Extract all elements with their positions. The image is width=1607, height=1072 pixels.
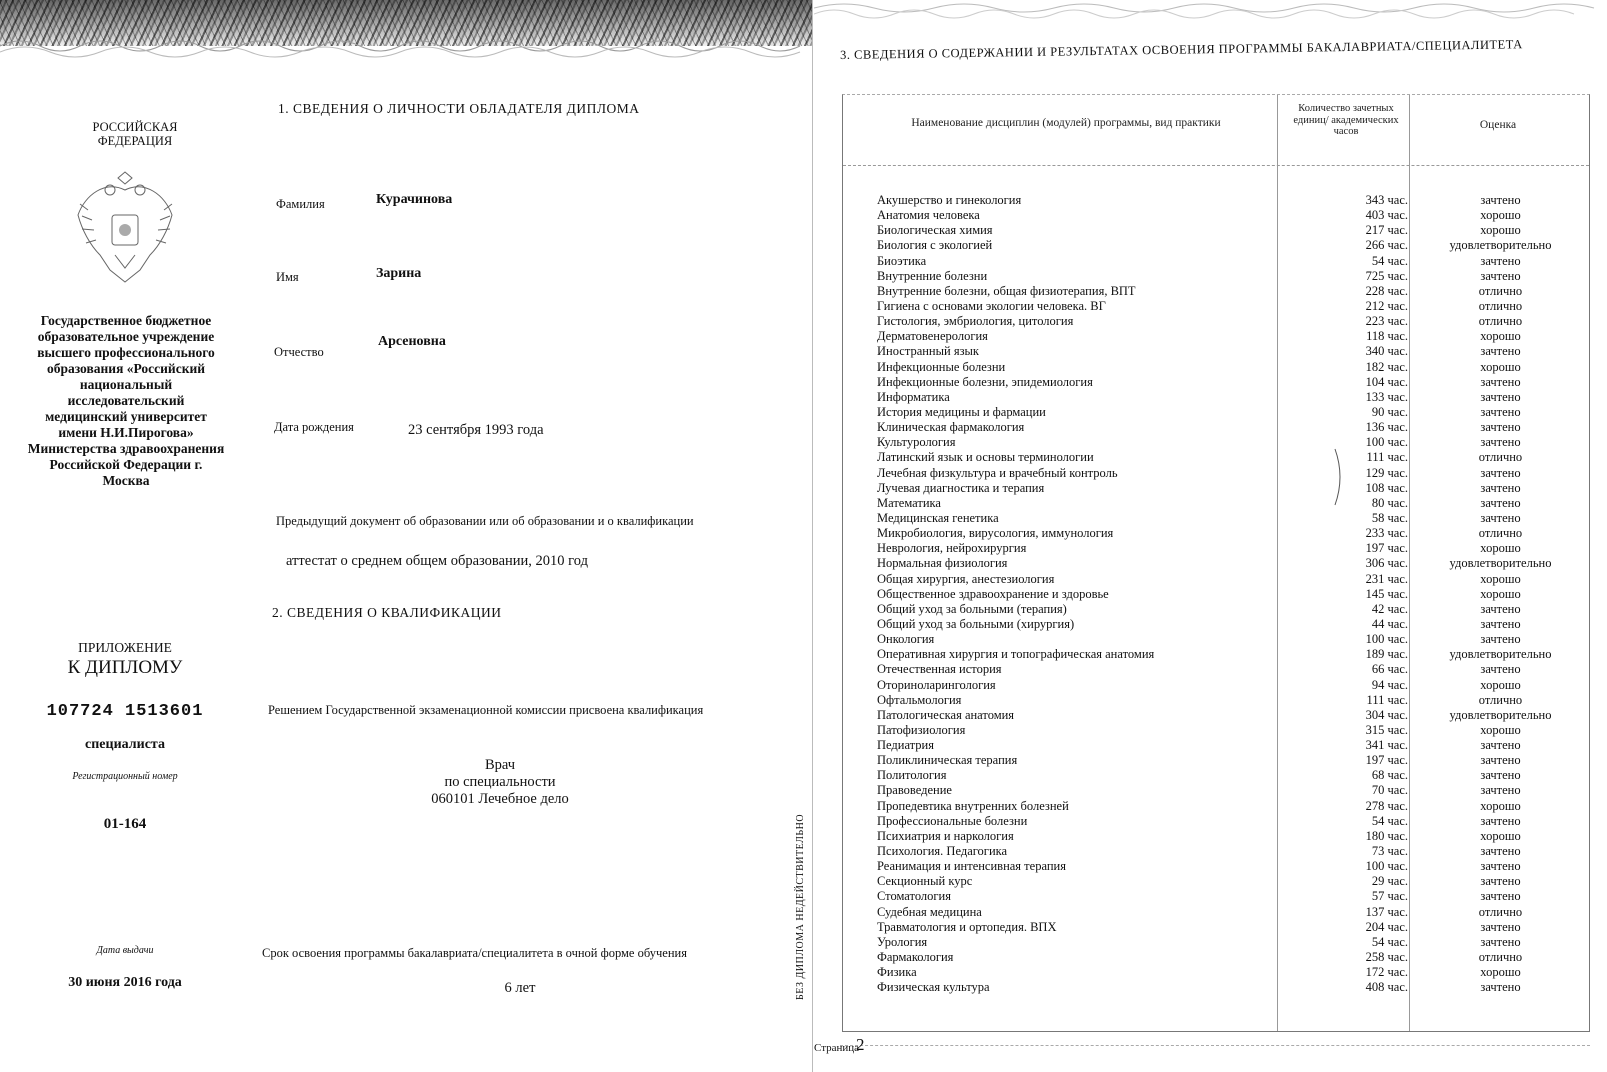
table-row — [843, 254, 1589, 269]
hours-value: 340 час. — [1365, 344, 1408, 359]
hours-value: 725 час. — [1365, 268, 1408, 283]
table-row — [843, 556, 1589, 571]
hours-value: 145 час. — [1365, 586, 1408, 601]
discipline-name: Медицинская генетика — [877, 510, 999, 525]
grade-value: зачтено — [1480, 616, 1521, 631]
section-1-title: 1. СВЕДЕНИЯ О ЛИЧНОСТИ ОБЛАДАТЕЛЯ ДИПЛОМА — [278, 101, 640, 116]
hours-value: 408 час. — [1365, 980, 1408, 995]
discipline-name: Математика — [877, 495, 941, 510]
grade-value: зачтено — [1480, 480, 1521, 495]
discipline-name: Клиническая фармакология — [877, 420, 1025, 435]
hours-value: 341 час. — [1365, 738, 1408, 753]
table-row — [843, 344, 1589, 359]
discipline-name: Гигиена с основами экологии человека. ВГ — [877, 298, 1106, 313]
grade-value: хорошо — [1480, 541, 1521, 556]
table-row — [843, 829, 1589, 844]
patronymic-value: Арсеновна — [378, 334, 446, 349]
registration-number: 01-164 — [103, 816, 147, 832]
discipline-name: Психиатрия и наркология — [877, 828, 1014, 843]
table-row — [843, 269, 1589, 284]
discipline-name: Акушерство и гинекология — [877, 193, 1022, 207]
grade-value: зачтено — [1480, 753, 1521, 768]
discipline-name: Внутренние болезни, общая физиотерапия, ВПТ — [877, 283, 1136, 298]
table-row — [843, 965, 1589, 980]
hours-value: 58 час. — [1371, 510, 1408, 525]
grade-value: отлично — [1478, 450, 1523, 465]
discipline-name: Судебная медицина — [877, 904, 982, 919]
discipline-name: Лучевая диагностика и терапия — [877, 480, 1045, 495]
patronymic-label: Отчество — [274, 345, 324, 359]
discipline-name: Латинский язык и основы терминологии — [877, 450, 1094, 465]
hours-value: 57 час. — [1371, 889, 1408, 904]
hours-value: 180 час. — [1365, 828, 1408, 843]
table-row — [843, 889, 1589, 904]
hours-value: 223 час. — [1365, 314, 1408, 329]
diploma-right-page — [814, 0, 1607, 1072]
grade-value: зачтено — [1480, 420, 1521, 435]
grade-value: удовлетворительно — [1449, 556, 1552, 571]
table-row — [843, 708, 1589, 723]
hours-value: 228 час. — [1365, 283, 1408, 298]
surname-label: Фамилия — [276, 197, 325, 211]
name-label: Имя — [276, 270, 299, 284]
table-row — [843, 678, 1589, 693]
table-row — [843, 950, 1589, 965]
discipline-name: Общий уход за больными (терапия) — [877, 601, 1067, 616]
table-row — [843, 223, 1589, 238]
grade-value: хорошо — [1480, 329, 1521, 344]
section-2-title: 2. СВЕДЕНИЯ О КВАЛИФИКАЦИИ — [272, 605, 502, 620]
hours-value: 111 час. — [1366, 692, 1408, 707]
registration-number-label: Регистрационный номер — [72, 771, 178, 782]
table-row — [843, 783, 1589, 798]
header-divider — [843, 165, 1589, 166]
date-of-birth-label: Дата рождения — [274, 420, 354, 434]
grade-value: зачтено — [1480, 389, 1521, 404]
grade-value: хорошо — [1480, 722, 1521, 737]
grade-value: зачтено — [1480, 844, 1521, 859]
discipline-name: Иностранный язык — [877, 344, 979, 359]
qualification-line-1: Врач — [484, 757, 516, 773]
table-row — [843, 375, 1589, 390]
grade-value: зачтено — [1480, 738, 1521, 753]
decorative-wave-border — [0, 36, 812, 76]
grade-value: зачтено — [1480, 874, 1521, 889]
issue-date-label: Дата выдачи — [96, 945, 154, 956]
grade-value: удовлетворительно — [1449, 238, 1552, 253]
table-row — [843, 920, 1589, 935]
hours-value: 217 час. — [1365, 223, 1408, 238]
table-row — [843, 617, 1589, 632]
table-row — [843, 602, 1589, 617]
decorative-wave-border — [814, 0, 1607, 22]
discipline-name: Секционный курс — [877, 874, 973, 889]
table-row — [843, 496, 1589, 511]
hours-value: 54 час. — [1371, 813, 1408, 828]
discipline-name: Гистология, эмбриология, цитология — [877, 314, 1074, 329]
discipline-name: Урология — [877, 934, 928, 949]
discipline-name: Неврология, нейрохирургия — [877, 541, 1027, 556]
table-row — [843, 693, 1589, 708]
discipline-name: Оториноларингология — [877, 677, 996, 692]
discipline-name: Инфекционные болезни — [877, 359, 1006, 374]
qualification-statement: Решением Государственной экзаменационной комиссии присвоена квалификация — [268, 703, 704, 717]
grade-value: зачтено — [1480, 344, 1521, 359]
grade-value: зачтено — [1480, 934, 1521, 949]
hours-value: 197 час. — [1365, 541, 1408, 556]
discipline-name: Пропедевтика внутренних болезней — [877, 798, 1069, 813]
hours-value: 231 час. — [1365, 571, 1408, 586]
discipline-name: Информатика — [877, 389, 950, 404]
discipline-name: Офтальмология — [877, 692, 962, 707]
table-row — [843, 874, 1589, 889]
hours-value: 343 час. — [1365, 193, 1408, 207]
grade-value: удовлетворительно — [1449, 647, 1552, 662]
table-row — [843, 329, 1589, 344]
grade-value: зачтено — [1480, 404, 1521, 419]
surname-value: Курачинова — [376, 192, 453, 207]
table-row — [843, 844, 1589, 859]
discipline-name: Физика — [877, 965, 917, 980]
hours-value: 66 час. — [1371, 662, 1408, 677]
column-header-discipline: Наименование дисциплин (модулей) программы, вид практики — [911, 117, 1221, 129]
hours-value: 189 час. — [1365, 647, 1408, 662]
document-number: 107724 1513601 — [46, 702, 204, 721]
grade-value: зачтено — [1480, 632, 1521, 647]
discipline-name: Политология — [877, 768, 947, 783]
hours-value: 172 час. — [1365, 965, 1408, 980]
discipline-name: Биологическая химия — [877, 223, 993, 238]
discipline-name: Внутренние болезни — [877, 268, 988, 283]
column-header-hours: Количество зачетных единиц/ академических часов — [1293, 103, 1399, 137]
table-row — [843, 435, 1589, 450]
discipline-name: Патологическая анатомия — [877, 707, 1015, 722]
discipline-name: Травматология и ортопедия. ВПХ — [877, 919, 1057, 934]
footer-divider — [840, 1045, 1590, 1046]
hours-value: 42 час. — [1371, 601, 1408, 616]
grade-value: зачтено — [1480, 601, 1521, 616]
discipline-name: Отечественная история — [877, 662, 1002, 677]
study-duration-label: Срок освоения программы бакалавриата/специалитета в очной форме обучения — [262, 946, 687, 960]
grade-value: хорошо — [1480, 828, 1521, 843]
grades-rows — [843, 193, 1589, 995]
hours-value: 137 час. — [1365, 904, 1408, 919]
hours-value: 100 час. — [1365, 435, 1408, 450]
table-row — [843, 935, 1589, 950]
hours-value: 44 час. — [1371, 616, 1408, 631]
grade-value: отлично — [1478, 950, 1523, 965]
discipline-name: Лечебная физкультура и врачебный контроль — [877, 465, 1118, 480]
qualification-line-3: 060101 Лечебное дело — [431, 791, 569, 807]
grade-value: зачтено — [1480, 268, 1521, 283]
discipline-name: Микробиология, вирусология, иммунология — [877, 526, 1114, 541]
table-row — [843, 799, 1589, 814]
country-name: РОССИЙСКАЯ ФЕДЕРАЦИЯ — [92, 120, 178, 148]
grade-value: зачтено — [1480, 510, 1521, 525]
table-row — [843, 814, 1589, 829]
hours-value: 94 час. — [1371, 677, 1408, 692]
grade-value: зачтено — [1480, 813, 1521, 828]
side-validity-note: БЕЗ ДИПЛОМА НЕДЕЙСТВИТЕЛЬНО — [795, 813, 806, 1000]
study-duration-value: 6 лет — [504, 980, 536, 996]
hours-value: 100 час. — [1365, 632, 1408, 647]
hours-value: 100 час. — [1365, 859, 1408, 874]
grade-value: отлично — [1478, 904, 1523, 919]
discipline-name: Патофизиология — [877, 722, 966, 737]
table-row — [843, 572, 1589, 587]
grade-value: зачтено — [1480, 768, 1521, 783]
date-of-birth-value: 23 сентября 1993 года — [408, 422, 544, 438]
grade-value: отлично — [1478, 526, 1523, 541]
grade-value: хорошо — [1480, 965, 1521, 980]
table-row — [843, 859, 1589, 874]
table-row — [843, 980, 1589, 995]
hours-value: 315 час. — [1365, 722, 1408, 737]
discipline-name: Нормальная физиология — [877, 556, 1008, 571]
section-3-title: 3. СВЕДЕНИЯ О СОДЕРЖАНИИ И РЕЗУЛЬТАТАХ ОСВОЕНИЯ ПРОГРАММЫ БАКАЛАВРИАТА/СПЕЦИАЛИТЕТА — [840, 37, 1523, 62]
hours-value: 304 час. — [1365, 707, 1408, 722]
discipline-name: Культурология — [877, 435, 956, 450]
discipline-name: Анатомия человека — [877, 208, 980, 223]
table-row — [843, 420, 1589, 435]
discipline-name: Общий уход за больными (хирургия) — [877, 616, 1075, 631]
discipline-name: Биология с экологией — [877, 238, 993, 253]
issue-date: 30 июня 2016 года — [68, 975, 182, 990]
hours-value: 54 час. — [1371, 253, 1408, 268]
grade-value: зачтено — [1480, 919, 1521, 934]
hours-value: 182 час. — [1365, 359, 1408, 374]
grade-value: зачтено — [1480, 980, 1521, 995]
hours-value: 118 час. — [1366, 329, 1408, 344]
hours-value: 73 час. — [1371, 844, 1408, 859]
coat-of-arms-icon — [70, 170, 180, 290]
grade-value: отлично — [1478, 283, 1523, 298]
grade-value: хорошо — [1480, 223, 1521, 238]
discipline-name: Физическая культура — [877, 980, 990, 995]
table-row — [843, 193, 1589, 208]
discipline-name: Оперативная хирургия и топографическая анатомия — [877, 647, 1155, 662]
hours-value: 403 час. — [1365, 208, 1408, 223]
grade-value: зачтено — [1480, 435, 1521, 450]
grade-value: зачтено — [1480, 374, 1521, 389]
table-row — [843, 753, 1589, 768]
page-label: Страница — [814, 1042, 860, 1054]
table-row — [843, 738, 1589, 753]
table-row — [843, 647, 1589, 662]
table-row — [843, 511, 1589, 526]
grade-value: хорошо — [1480, 359, 1521, 374]
table-row — [843, 481, 1589, 496]
hours-value: 90 час. — [1371, 404, 1408, 419]
name-value: Зарина — [376, 266, 422, 281]
table-row — [843, 208, 1589, 223]
table-row — [843, 632, 1589, 647]
table-row — [843, 526, 1589, 541]
grade-value: хорошо — [1480, 208, 1521, 223]
hours-value: 111 час. — [1366, 450, 1408, 465]
table-row — [843, 466, 1589, 481]
grades-table — [842, 94, 1590, 1032]
discipline-name: Общая хирургия, анестезиология — [877, 571, 1055, 586]
appendix-title: ПРИЛОЖЕНИЕ — [78, 640, 172, 655]
grade-value: хорошо — [1480, 586, 1521, 601]
discipline-name: Педиатрия — [877, 738, 934, 753]
previous-document-value: аттестат о среднем общем образовании, 2010 год — [286, 553, 588, 569]
hours-value: 68 час. — [1371, 768, 1408, 783]
hours-value: 233 час. — [1365, 526, 1408, 541]
hours-value: 129 час. — [1365, 465, 1408, 480]
hours-value: 29 час. — [1371, 874, 1408, 889]
discipline-name: Фармакология — [877, 950, 954, 965]
hours-value: 204 час. — [1365, 919, 1408, 934]
handwritten-bracket-mark — [1333, 447, 1347, 507]
discipline-name: Правоведение — [877, 783, 952, 798]
hours-value: 54 час. — [1371, 934, 1408, 949]
appendix-subtitle: К ДИПЛОМУ — [67, 657, 183, 678]
grade-value: зачтено — [1480, 662, 1521, 677]
grade-value: зачтено — [1480, 495, 1521, 510]
table-row — [843, 299, 1589, 314]
table-row — [843, 768, 1589, 783]
discipline-name: Инфекционные болезни, эпидемиология — [877, 374, 1093, 389]
grade-value: зачтено — [1480, 859, 1521, 874]
hours-value: 136 час. — [1365, 420, 1408, 435]
hours-value: 104 час. — [1365, 374, 1408, 389]
table-row — [843, 450, 1589, 465]
discipline-name: Общественное здравоохранение и здоровье — [877, 586, 1109, 601]
column-header-grade: Оценка — [1479, 119, 1517, 131]
grade-value: зачтено — [1480, 193, 1521, 207]
hours-value: 212 час. — [1365, 298, 1408, 313]
grade-value: отлично — [1478, 298, 1523, 313]
discipline-name: Онкология — [877, 632, 935, 647]
page-number: 2 — [856, 1035, 865, 1054]
hours-value: 278 час. — [1365, 798, 1408, 813]
grade-value: хорошо — [1480, 798, 1521, 813]
table-row — [843, 405, 1589, 420]
hours-value: 266 час. — [1365, 238, 1408, 253]
grade-value: зачтено — [1480, 889, 1521, 904]
grade-value: зачтено — [1480, 465, 1521, 480]
previous-document-label: Предыдущий документ об образовании или об образовании и о квалификации — [276, 514, 694, 528]
table-row — [843, 314, 1589, 329]
table-row — [843, 360, 1589, 375]
hours-value: 306 час. — [1365, 556, 1408, 571]
discipline-name: Поликлиническая терапия — [877, 753, 1018, 768]
hours-value: 70 час. — [1371, 783, 1408, 798]
grade-value: хорошо — [1480, 677, 1521, 692]
qualification-title — [410, 757, 590, 808]
table-row — [843, 541, 1589, 556]
institution-name: Государственное бюджетное образовательное учреждение высшего профессионального образования «Российский национальный исследовательский медицинский университет имени Н.И.Пирогова» Министерства здравоохранения Российской Федерации г. Москва — [27, 313, 225, 488]
grade-value: зачтено — [1480, 783, 1521, 798]
table-row — [843, 723, 1589, 738]
table-row — [843, 284, 1589, 299]
hours-value: 80 час. — [1371, 495, 1408, 510]
table-row — [843, 905, 1589, 920]
discipline-name: Дерматовенерология — [877, 329, 988, 344]
grade-value: отлично — [1478, 692, 1523, 707]
hours-value: 133 час. — [1365, 389, 1408, 404]
table-row — [843, 587, 1589, 602]
qualification-line-2: по специальности — [444, 774, 556, 790]
hours-value: 197 час. — [1365, 753, 1408, 768]
grade-value: удовлетворительно — [1449, 707, 1552, 722]
discipline-name: Психология. Педагогика — [877, 844, 1008, 859]
discipline-name: Биоэтика — [877, 253, 927, 268]
hours-value: 258 час. — [1365, 950, 1408, 965]
grade-value: отлично — [1478, 314, 1523, 329]
education-level: специалиста — [85, 737, 165, 752]
discipline-name: История медицины и фармации — [877, 404, 1046, 419]
discipline-name: Профессиональные болезни — [877, 813, 1028, 828]
grade-value: хорошо — [1480, 571, 1521, 586]
grade-value: зачтено — [1480, 253, 1521, 268]
table-row — [843, 390, 1589, 405]
hours-value: 108 час. — [1365, 480, 1408, 495]
table-row — [843, 662, 1589, 677]
table-row — [843, 238, 1589, 253]
discipline-name: Реанимация и интенсивная терапия — [877, 859, 1066, 874]
discipline-name: Стоматология — [877, 889, 951, 904]
